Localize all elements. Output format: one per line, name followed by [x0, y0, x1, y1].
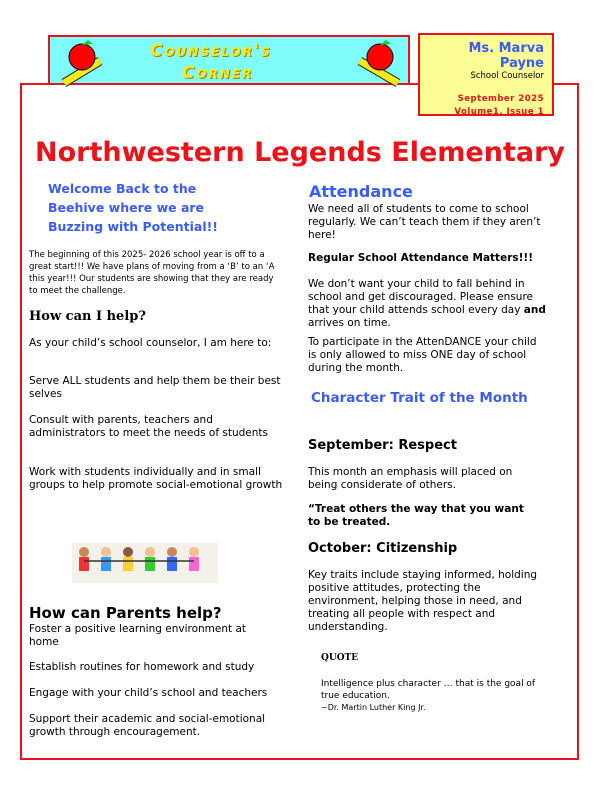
character-trait-heading: Character Trait of the Month — [311, 390, 528, 406]
attendance-heading: Attendance — [309, 182, 413, 201]
attendance-text: We need all of students to come to school regularly. We can’t teach them if they aren’t here! — [308, 203, 541, 241]
counselor-info-box — [418, 33, 554, 116]
help-item: Work with students individually and in small groups to help promote social-emotional growth — [29, 466, 283, 491]
children-holding-hands-image — [72, 543, 218, 583]
help-item: Consult with parents, teachers and administrators to meet the needs of students — [29, 414, 268, 439]
parents-item: Support their academic and social-emotional growth through encouragement. — [29, 713, 266, 738]
text: We don’t want your child to fall behind in school and get discouraged. Please ensure that your child attends school every day — [308, 278, 533, 316]
counselor-role: School Counselor — [470, 71, 544, 81]
intro-text: The beginning of this 2025- 2026 school year is off to a great start!!! We have plans of moving from a ‘B’ to an ‘A this year!!! Our students are showing that they are ready to meet the challenge. — [29, 250, 275, 296]
help-intro: As your child’s school counselor, I am here to: — [29, 337, 272, 349]
september-heading: September: Respect — [308, 438, 457, 453]
september-quote: “Treat others the way that you want to be treated. — [308, 503, 524, 528]
counselors-corner-banner — [48, 35, 410, 85]
parents-item: Foster a positive learning environment at home — [29, 623, 247, 648]
text: arrives on time. — [308, 317, 391, 329]
counselor-name: Ms. Marva Payne — [468, 41, 544, 71]
apple-pencil-icon — [342, 39, 404, 87]
september-text: This month an emphasis will placed on being considerate of others. — [308, 466, 513, 491]
banner-line1: Counselor's — [150, 41, 272, 61]
parents-item: Engage with your child’s school and teachers — [29, 687, 268, 699]
october-text: Key traits include staying informed, holding positive attitudes, protecting the environment, helping those in need, and treating all people with respect and understanding. — [308, 569, 538, 633]
parents-heading: How can Parents help? — [29, 604, 222, 622]
welcome-heading: Welcome Back to the Beehive where we are Buzzing with Potential!! — [48, 181, 219, 234]
issue-date: September 2025 — [457, 94, 544, 104]
quote-author: ~Dr. Martin Luther King Jr. — [321, 703, 426, 712]
parents-item: Establish routines for homework and study — [29, 661, 255, 673]
attendance-subheading: Regular School Attendance Matters!!! — [308, 252, 533, 264]
banner-line2: Corner — [182, 63, 254, 83]
quote-text: Intelligence plus character … that is the goal of true education. — [321, 679, 536, 701]
apple-pencil-icon — [58, 39, 120, 87]
issue-number: Volume1, Issue 1 — [454, 107, 544, 117]
help-heading: How can I help? — [29, 309, 146, 324]
attendance-text — [308, 278, 548, 330]
school-title: Northwestern Legends Elementary — [35, 137, 565, 168]
text-bold: and — [523, 304, 546, 316]
attendance-text: To participate in the AttenDANCE your child is only allowed to miss ONE day of school during the month. — [308, 336, 537, 374]
quote-label: QUOTE — [321, 653, 359, 663]
help-item: Serve ALL students and help them be their best selves — [29, 375, 281, 400]
october-heading: October: Citizenship — [308, 541, 458, 556]
